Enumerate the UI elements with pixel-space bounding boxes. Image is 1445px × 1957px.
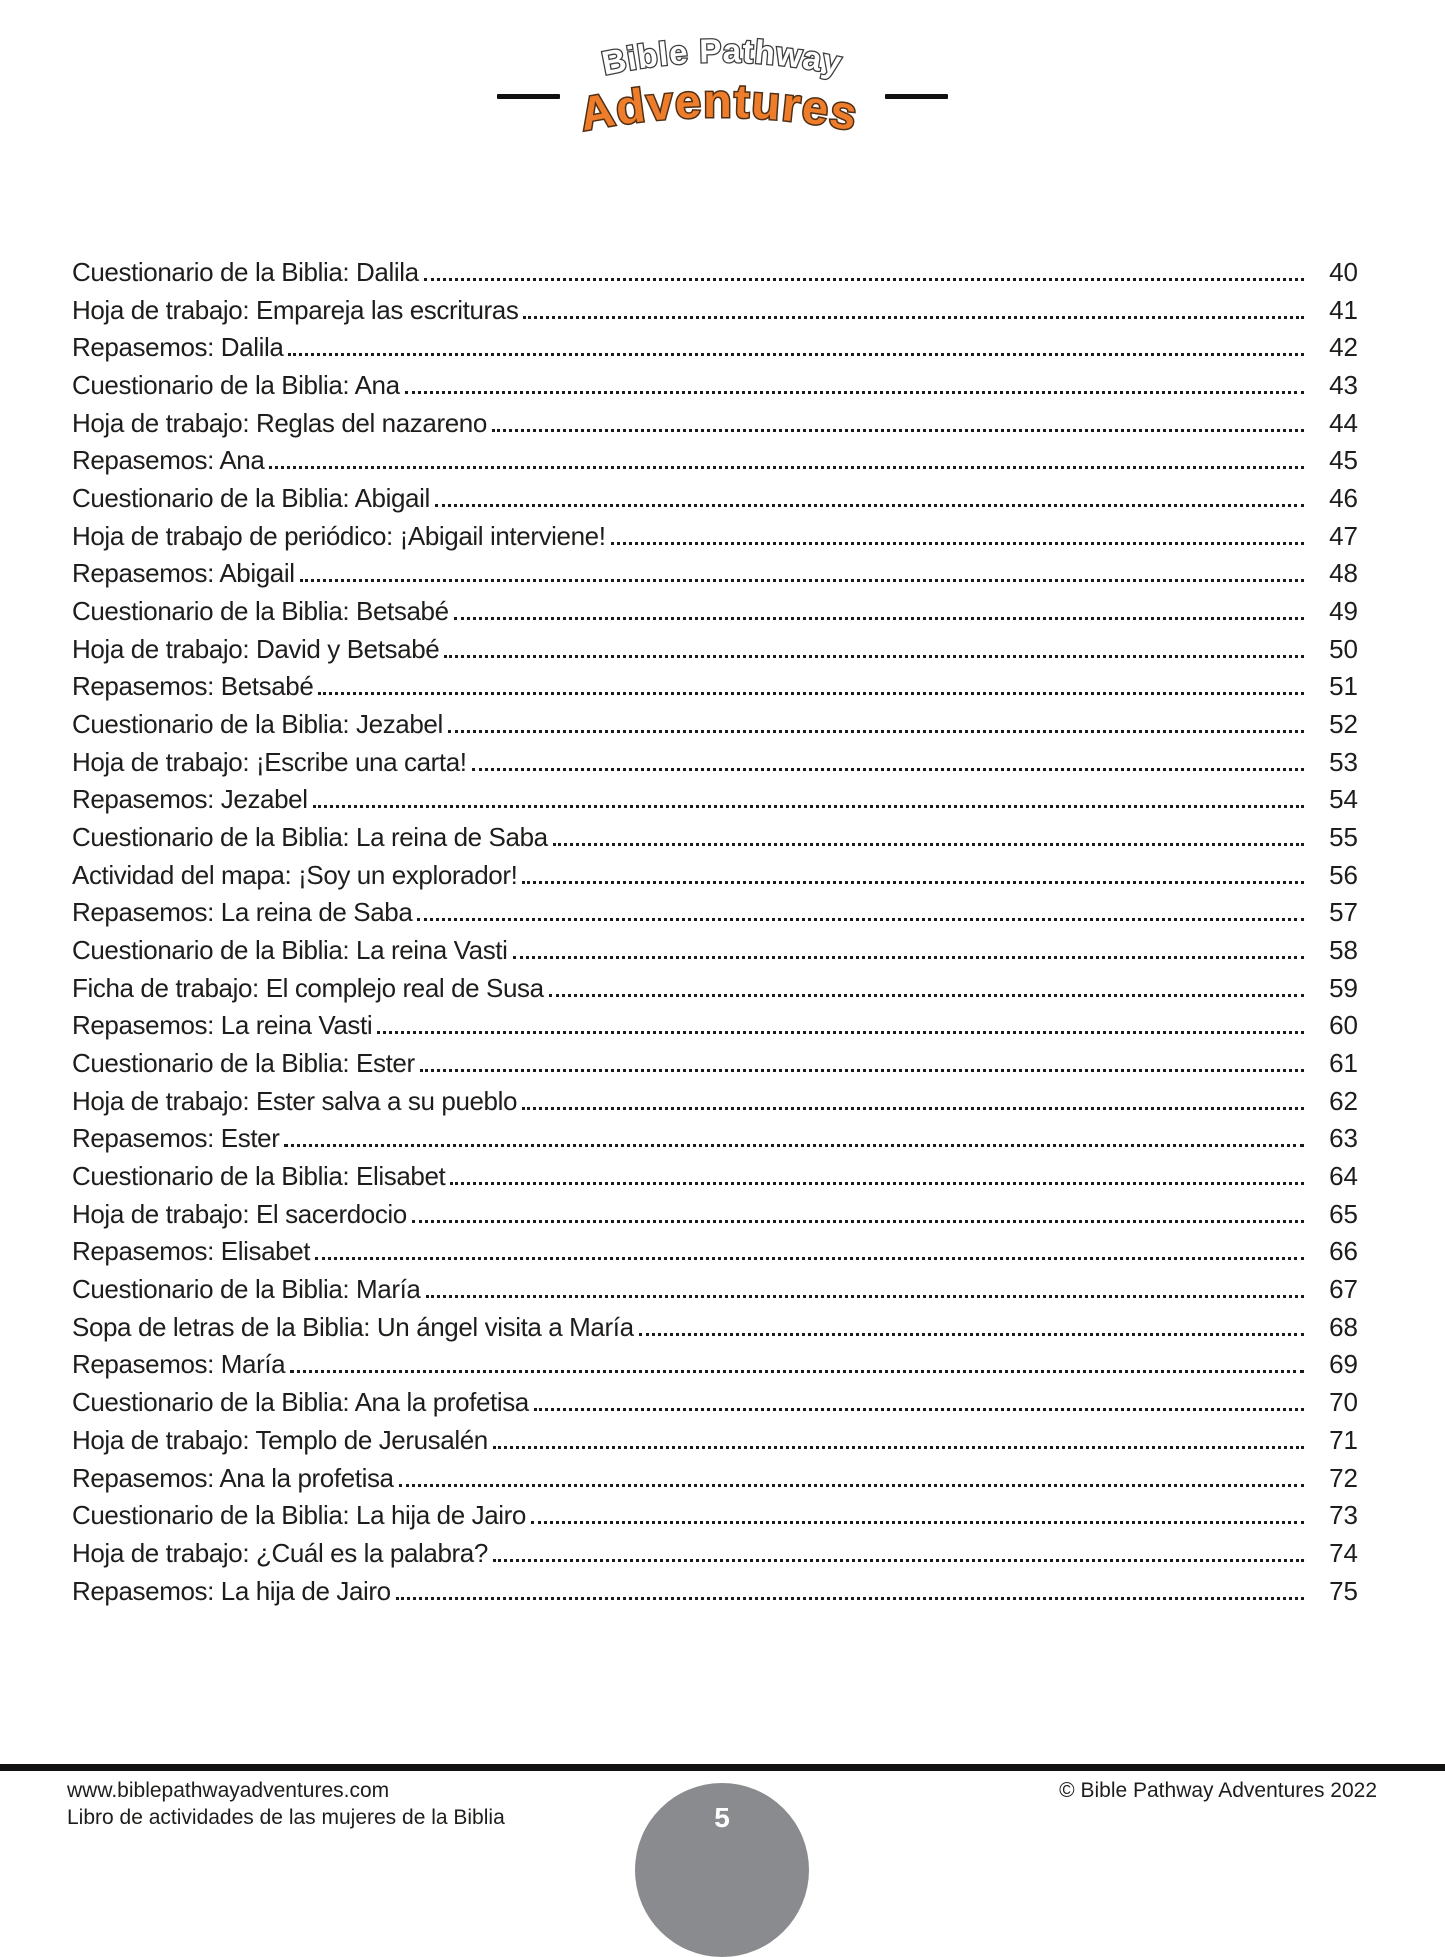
toc-entry-title: Cuestionario de la Biblia: María	[72, 1274, 421, 1305]
toc-entry-page: 66	[1329, 1236, 1358, 1267]
toc-entry-page: 45	[1329, 445, 1358, 476]
toc-entry-page: 71	[1329, 1424, 1358, 1455]
toc-entry-title: Cuestionario de la Biblia: Jezabel	[72, 709, 443, 740]
dot-leader	[377, 1027, 1304, 1034]
toc-entry-title: Hoja de trabajo: Templo de Jerusalén	[72, 1424, 488, 1455]
toc-entry-page: 46	[1329, 483, 1358, 514]
toc-row	[72, 408, 1358, 446]
toc-row	[72, 1274, 1358, 1312]
toc-row	[72, 483, 1358, 521]
dot-leader	[493, 1442, 1304, 1449]
toc-entry-title: Repasemos: La reina de Saba	[72, 897, 413, 928]
toc-entry-title: Actividad del mapa: ¡Soy un explorador!	[72, 859, 518, 890]
toc-entry-title: Cuestionario de la Biblia: La reina de Saba	[72, 822, 548, 853]
toc-row	[72, 332, 1358, 370]
toc-entry-title: Cuestionario de la Biblia: Ana la profetisa	[72, 1387, 529, 1418]
dot-leader	[426, 1291, 1305, 1298]
dot-leader	[399, 1480, 1304, 1487]
dot-leader	[522, 1103, 1304, 1110]
dot-leader	[315, 1253, 1304, 1260]
toc-row	[72, 897, 1358, 935]
toc-entry-page: 54	[1329, 784, 1358, 815]
toc-entry-page: 70	[1329, 1387, 1358, 1418]
toc-entry-title: Repasemos: Ana	[72, 445, 265, 476]
toc-row	[72, 935, 1358, 973]
toc-row	[72, 1387, 1358, 1425]
dot-leader	[405, 387, 1304, 394]
toc-row	[72, 1086, 1358, 1124]
footer-website: www.biblepathwayadventures.com	[67, 1779, 390, 1802]
toc-row	[72, 1463, 1358, 1501]
toc-entry-title: Hoja de trabajo: ¡Escribe una carta!	[72, 746, 467, 777]
toc-entry-title: Repasemos: Ana la profetisa	[72, 1462, 394, 1493]
page-number-badge	[635, 1783, 809, 1957]
toc-entry-title: Ficha de trabajo: El complejo real de Susa	[72, 972, 544, 1003]
footer-book-title: Libro de actividades de las mujeres de la Biblia	[67, 1806, 505, 1829]
dot-leader	[534, 1404, 1304, 1411]
toc-row	[72, 973, 1358, 1011]
dot-leader	[318, 688, 1304, 695]
dot-leader	[288, 349, 1304, 356]
dot-leader	[523, 312, 1304, 319]
dot-leader	[472, 764, 1304, 771]
toc-entry-title: Repasemos: María	[72, 1349, 286, 1380]
toc-entry-title: Repasemos: Betsabé	[72, 671, 314, 702]
toc-row	[72, 709, 1358, 747]
toc-entry-page: 53	[1329, 746, 1358, 777]
toc-row	[72, 1500, 1358, 1538]
toc-row	[72, 558, 1358, 596]
toc-row	[72, 784, 1358, 822]
toc-entry-title: Cuestionario de la Biblia: Betsabé	[72, 596, 449, 627]
toc-entry-page: 50	[1329, 633, 1358, 664]
toc-entry-page: 61	[1329, 1048, 1358, 1079]
toc-row	[72, 370, 1358, 408]
dot-leader	[396, 1593, 1304, 1600]
toc-entry-page: 42	[1329, 332, 1358, 363]
toc-entry-page: 57	[1329, 897, 1358, 928]
toc-entry-page: 74	[1329, 1537, 1358, 1568]
toc-entry-page: 49	[1329, 596, 1358, 627]
dot-leader	[493, 1555, 1304, 1562]
toc-entry-page: 75	[1329, 1575, 1358, 1606]
dot-leader	[313, 801, 1304, 808]
toc-row	[72, 1425, 1358, 1463]
toc-row	[72, 1576, 1358, 1614]
toc-entry-page: 63	[1329, 1123, 1358, 1154]
toc-row	[72, 1349, 1358, 1387]
dot-leader	[435, 500, 1304, 507]
toc-entry-title: Repasemos: Ester	[72, 1123, 280, 1154]
toc-entry-page: 56	[1329, 859, 1358, 890]
toc-entry-page: 52	[1329, 709, 1358, 740]
dot-leader	[290, 1366, 1304, 1373]
toc-entry-page: 47	[1329, 520, 1358, 551]
dot-leader	[450, 1178, 1304, 1185]
toc-entry-page: 41	[1329, 294, 1358, 325]
toc-entry-title: Hoja de trabajo de periódico: ¡Abigail interviene!	[72, 520, 606, 551]
toc-entry-page: 65	[1329, 1198, 1358, 1229]
toc-entry-title: Cuestionario de la Biblia: Elisabet	[72, 1161, 446, 1192]
toc-entry-title: Cuestionario de la Biblia: Ester	[72, 1048, 415, 1079]
dot-leader	[639, 1329, 1304, 1336]
toc-entry-title: Repasemos: Jezabel	[72, 784, 308, 815]
dot-leader	[448, 726, 1304, 733]
toc-entry-page: 67	[1329, 1274, 1358, 1305]
toc-entry-title: Cuestionario de la Biblia: Ana	[72, 370, 400, 401]
toc-row	[72, 1161, 1358, 1199]
dot-leader	[412, 1216, 1304, 1223]
logo-dash-right-icon	[885, 94, 948, 99]
toc-entry-title: Repasemos: Elisabet	[72, 1236, 311, 1267]
dot-leader	[420, 1065, 1304, 1072]
toc-row	[72, 822, 1358, 860]
toc-entry-title: Cuestionario de la Biblia: Abigail	[72, 483, 430, 514]
toc-row	[72, 860, 1358, 898]
toc-entry-page: 73	[1329, 1500, 1358, 1531]
toc-entry-page: 68	[1329, 1311, 1358, 1342]
dot-leader	[522, 877, 1304, 884]
footer-left	[67, 1777, 505, 1831]
toc-row	[72, 1010, 1358, 1048]
logo-line1: Bible Pathway	[598, 31, 846, 82]
svg-text:Adventures	[576, 74, 863, 141]
toc-row	[72, 257, 1358, 295]
footer-copyright: © Bible Pathway Adventures 2022	[1059, 1779, 1377, 1802]
toc-entry-title: Hoja de trabajo: David y Betsabé	[72, 633, 440, 664]
dot-leader	[531, 1517, 1304, 1524]
toc-row	[72, 596, 1358, 634]
dot-leader	[553, 839, 1304, 846]
toc-entry-page: 60	[1329, 1010, 1358, 1041]
logo-dash-left-icon	[497, 94, 560, 99]
toc-row	[72, 521, 1358, 559]
toc-entry-page: 44	[1329, 407, 1358, 438]
toc-row	[72, 634, 1358, 672]
dot-leader	[444, 651, 1304, 658]
toc-entry-page: 51	[1329, 671, 1358, 702]
toc-entry-title: Hoja de trabajo: ¿Cuál es la palabra?	[72, 1537, 488, 1568]
dot-leader	[300, 575, 1304, 582]
toc-entry-page: 59	[1329, 972, 1358, 1003]
footer-divider	[0, 1764, 1445, 1771]
dot-leader	[284, 1140, 1304, 1147]
toc-row	[72, 671, 1358, 709]
toc-entry-title: Repasemos: Dalila	[72, 332, 284, 363]
toc-row	[72, 445, 1358, 483]
toc-row	[72, 1199, 1358, 1237]
toc-entry-title: Sopa de letras de la Biblia: Un ángel visita a María	[72, 1311, 634, 1342]
toc-entry-title: Hoja de trabajo: Reglas del nazareno	[72, 407, 487, 438]
toc-entry-page: 43	[1329, 370, 1358, 401]
toc-list	[72, 257, 1358, 1613]
toc-row	[72, 295, 1358, 333]
toc-entry-title: Cuestionario de la Biblia: La reina Vasti	[72, 935, 508, 966]
toc-row	[72, 1236, 1358, 1274]
toc-row	[72, 1048, 1358, 1086]
toc-entry-page: 48	[1329, 558, 1358, 589]
dot-leader	[549, 990, 1304, 997]
toc-entry-page: 58	[1329, 935, 1358, 966]
toc-entry-page: 72	[1329, 1462, 1358, 1493]
dot-leader	[454, 613, 1304, 620]
toc-entry-page: 55	[1329, 822, 1358, 853]
dot-leader	[417, 914, 1304, 921]
page-number: 5	[714, 1802, 730, 1833]
dot-leader	[424, 274, 1304, 281]
dot-leader	[492, 425, 1304, 432]
toc-entry-title: Cuestionario de la Biblia: Dalila	[72, 257, 419, 287]
dot-leader	[513, 952, 1305, 959]
toc-entry-page: 62	[1329, 1085, 1358, 1116]
toc-row	[72, 1123, 1358, 1161]
toc-row	[72, 1538, 1358, 1576]
bible-pathway-adventures-logo-icon	[442, 28, 1002, 150]
dot-leader	[269, 462, 1304, 469]
logo	[442, 28, 1002, 150]
toc-row	[72, 747, 1358, 785]
toc-entry-page: 69	[1329, 1349, 1358, 1380]
toc-row	[72, 1312, 1358, 1350]
toc-entry-title: Repasemos: Abigail	[72, 558, 295, 589]
toc-entry-title: Repasemos: La hija de Jairo	[72, 1575, 391, 1606]
dot-leader	[611, 538, 1304, 545]
toc-entry-title: Cuestionario de la Biblia: La hija de Jairo	[72, 1500, 526, 1531]
toc-entry-title: Hoja de trabajo: Ester salva a su pueblo	[72, 1085, 518, 1116]
toc-entry-title: Repasemos: La reina Vasti	[72, 1010, 373, 1041]
toc-entry-title: Hoja de trabajo: El sacerdocio	[72, 1198, 407, 1229]
toc-entry-page: 64	[1329, 1161, 1358, 1192]
logo-line2: Adventures	[575, 73, 863, 141]
toc-entry-title: Hoja de trabajo: Empareja las escrituras	[72, 294, 519, 325]
toc-entry-page: 40	[1329, 257, 1358, 287]
